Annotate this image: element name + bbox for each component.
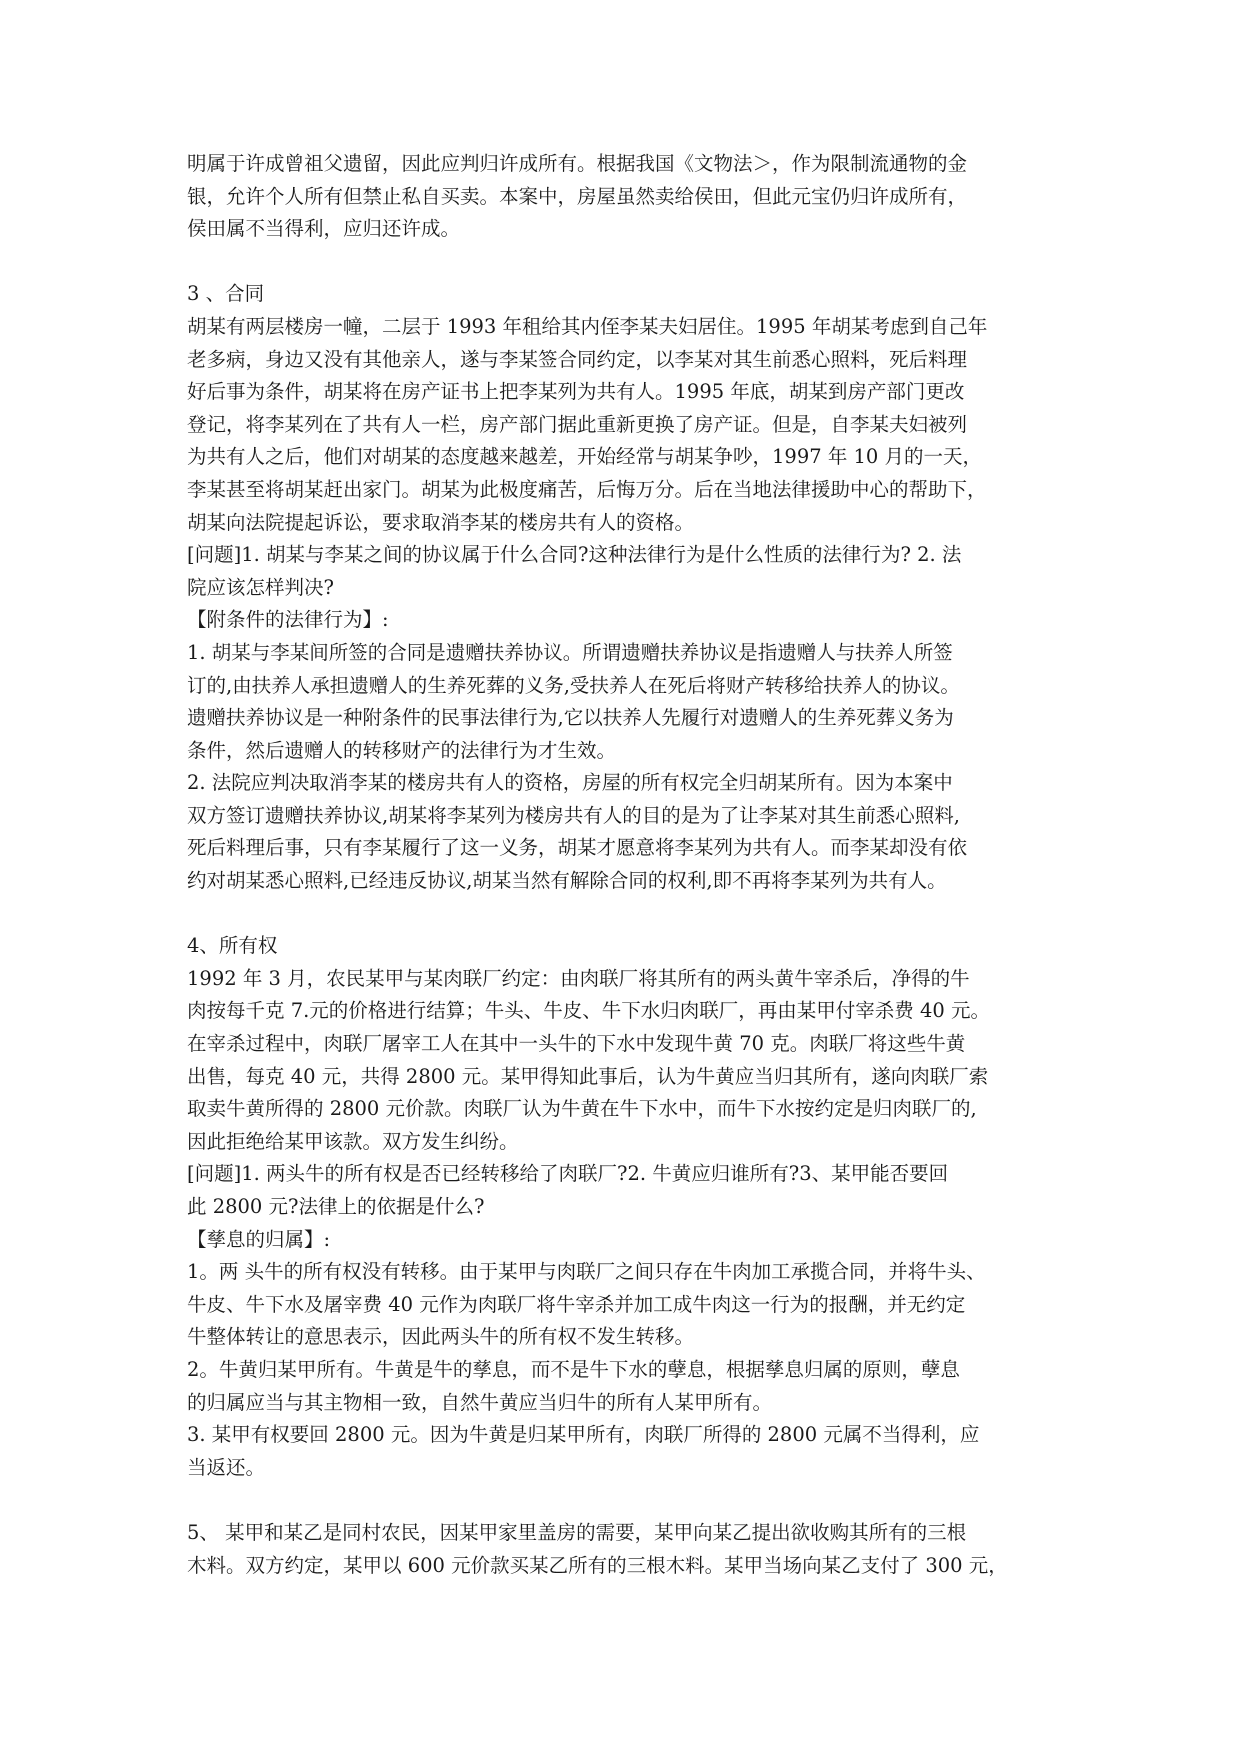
text-line: 1. 胡某与李某间所签的合同是遗赠扶养协议。所谓遗赠扶养协议是指遗赠人与扶养人所签 bbox=[187, 640, 953, 664]
text-line: 院应该怎样判决? bbox=[187, 575, 334, 599]
text-line: 肉按每千克 7.元的价格进行结算；牛头、牛皮、牛下水归肉联厂，再由某甲付宰杀费 40 元。 bbox=[187, 999, 991, 1023]
text-line: 的归属应当与其主物相一致，自然牛黄应当归牛的所有人某甲所有。 bbox=[187, 1390, 773, 1414]
text-line: 双方签订遗赠扶养协议,胡某将李某列为楼房共有人的目的是为了让李某对其生前悉心照料, bbox=[187, 803, 960, 827]
text-line: [问题]1. 两头牛的所有权是否已经转移给了肉联厂?2. 牛黄应归谁所有?3、某甲能否要回 bbox=[187, 1162, 949, 1186]
text-line: 登记，将李某列在了共有人一栏，房产部门据此重新更换了房产证。但是，自李某夫妇被列 bbox=[187, 412, 968, 436]
text-line: 3. 某甲有权要回 2800 元。因为牛黄是归某甲所有，肉联厂所得的 2800 元属不当得利，应 bbox=[187, 1423, 980, 1447]
paragraph-gap bbox=[187, 1484, 1067, 1517]
text-line: 遗赠扶养协议是一种附条件的民事法律行为,它以扶养人先履行对遗赠人的生养死葬义务为 bbox=[187, 706, 954, 730]
text-line: 侯田属不当得利，应归还许成。 bbox=[187, 217, 461, 241]
text-line: 好后事为条件，胡某将在房产证书上把李某列为共有人。1995 年底，胡某到房产部门更改 bbox=[187, 380, 965, 404]
text-line: 此 2800 元?法律上的依据是什么? bbox=[187, 1195, 485, 1218]
text-line: 木料。双方约定，某甲以 600 元价款买某乙所有的三根木料。某甲当场向某乙支付了 300 元， bbox=[187, 1553, 1008, 1577]
text-line: 胡某有两层楼房一幢，二层于 1993 年租给其内侄李某夫妇居住。1995 年胡某考虑到自己年 bbox=[187, 314, 988, 338]
text-line: 【孳息的归属】: bbox=[187, 1227, 331, 1251]
paragraph bbox=[187, 148, 1067, 246]
text-line: 当返还。 bbox=[187, 1455, 266, 1479]
text-line: 1992 年 3 月，农民某甲与某肉联厂约定：由肉联厂将其所有的两头黄牛宰杀后，净得的牛 bbox=[187, 966, 970, 990]
text-line: [问题]1. 胡某与李某之间的协议属于什么合同?这种法律行为是什么性质的法律行为? 2. 法 bbox=[187, 543, 962, 567]
text-line: 在宰杀过程中，肉联厂屠宰工人在其中一头牛的下水中发现牛黄 70 克。肉联厂将这些牛黄 bbox=[187, 1032, 966, 1056]
text-line: 为共有人之后，他们对胡某的态度越来越差，开始经常与胡某争吵，1997 年 10 月的一天， bbox=[187, 445, 983, 469]
text-line: 订的,由扶养人承担遗赠人的生养死葬的义务,受扶养人在死后将财产转移给扶养人的协议。 bbox=[187, 673, 960, 697]
text-line: 老多病，身边又没有其他亲人，遂与李某签合同约定，以李某对其生前悉心照料，死后料理 bbox=[187, 347, 968, 371]
text-line: 因此拒绝给某甲该款。双方发生纠纷。 bbox=[187, 1129, 519, 1153]
paragraph bbox=[187, 930, 1067, 1484]
paragraph bbox=[187, 1517, 1067, 1582]
text-line: 1。两 头牛的所有权没有转移。由于某甲与肉联厂之间只存在牛肉加工承揽合同，并将牛头、 bbox=[187, 1260, 986, 1284]
text-line: 明属于许成曾祖父遗留，因此应判归许成所有。根据我国《文物法＞，作为限制流通物的金 bbox=[187, 152, 968, 175]
paragraph bbox=[187, 278, 1067, 897]
document-body bbox=[187, 148, 1067, 1582]
text-line: 【附条件的法律行为】: bbox=[187, 608, 389, 632]
text-line: 牛整体转让的意思表示，因此两头牛的所有权不发生转移。 bbox=[187, 1325, 695, 1349]
text-line: 条件，然后遗赠人的转移财产的法律行为才生效。 bbox=[187, 738, 617, 762]
text-line: 4、所有权 bbox=[187, 934, 278, 958]
text-line: 胡某向法院提起诉讼，要求取消李某的楼房共有人的资格。 bbox=[187, 510, 695, 534]
text-line: 约对胡某悉心照料,已经违反协议,胡某当然有解除合同的权利,即不再将李某列为共有人。 bbox=[187, 869, 947, 893]
text-line: 出售，每克 40 元，共得 2800 元。某甲得知此事后，认为牛黄应当归其所有，遂向肉联厂索 bbox=[187, 1064, 989, 1088]
text-line: 死后料理后事，只有李某履行了这一义务，胡某才愿意将李某列为共有人。而李某却没有依 bbox=[187, 836, 968, 860]
text-line: 李某甚至将胡某赶出家门。胡某为此极度痛苦，后悔万分。后在当地法律援助中心的帮助下， bbox=[187, 477, 987, 501]
text-line: 3 、合同 bbox=[187, 282, 265, 306]
text-line: 取卖牛黄所得的 2800 元价款。肉联厂认为牛黄在牛下水中，而牛下水按约定是归肉联厂的, bbox=[187, 1097, 977, 1121]
text-line: 银，允许个人所有但禁止私自买卖。本案中，房屋虽然卖给侯田，但此元宝仍归许成所有， bbox=[187, 184, 968, 208]
text-line: 2。牛黄归某甲所有。牛黄是牛的孳息，而不是牛下水的孽息，根据孳息归属的原则，孽息 bbox=[187, 1357, 960, 1381]
text-line: 牛皮、牛下水及屠宰费 40 元作为肉联厂将牛宰杀并加工成牛肉这一行为的报酬，并无约定 bbox=[187, 1292, 966, 1316]
paragraph-gap bbox=[187, 898, 1067, 931]
text-line: 5、 某甲和某乙是同村农民，因某甲家里盖房的需要，某甲向某乙提出欲收购其所有的三根 bbox=[187, 1520, 967, 1544]
text-line: 2. 法院应判决取消李某的楼房共有人的资格，房屋的所有权完全归胡某所有。因为本案中 bbox=[187, 771, 953, 795]
paragraph-gap bbox=[187, 246, 1067, 279]
